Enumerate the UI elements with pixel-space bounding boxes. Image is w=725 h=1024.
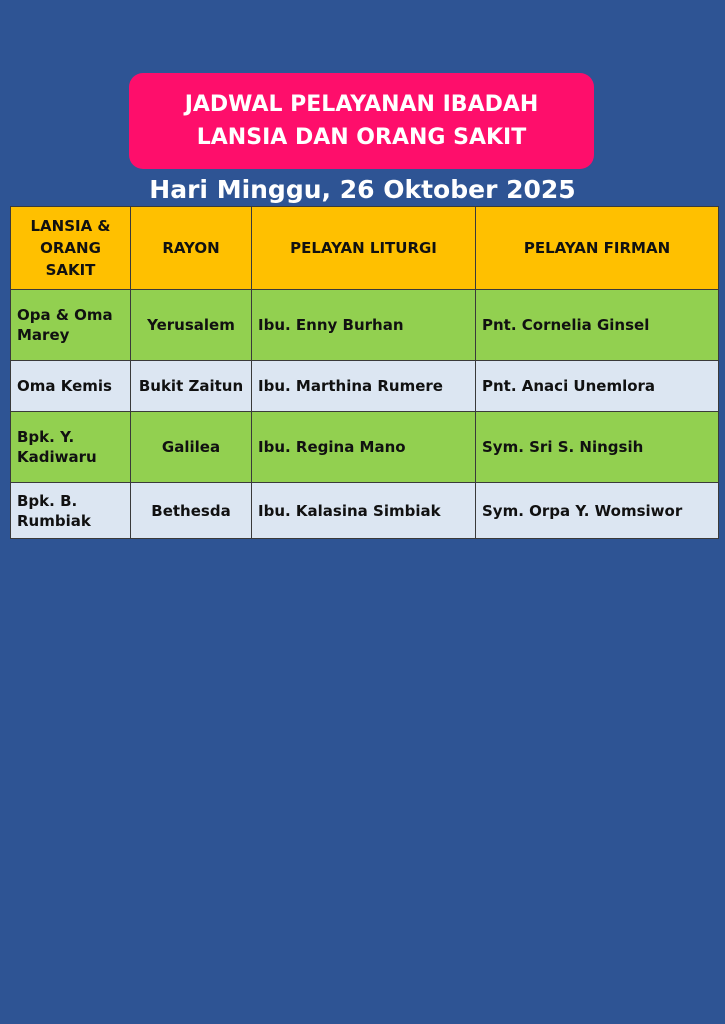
cell-rayon: Bethesda [131,483,252,539]
cell-rayon: Galilea [131,412,252,483]
column-header-rayon: RAYON [131,207,252,290]
title-line-1: JADWAL PELAYANAN IBADAH [184,92,539,117]
service-schedule-table [10,206,719,539]
cell-pelayan-firman: Sym. Sri S. Ningsih [476,412,719,483]
column-header-pelayan-firman: PELAYAN FIRMAN [476,207,719,290]
cell-pelayan-firman: Pnt. Anaci Unemlora [476,361,719,412]
table-row [11,290,719,361]
cell-pelayan-liturgi: Ibu. Regina Mano [252,412,476,483]
cell-pelayan-liturgi: Ibu. Kalasina Simbiak [252,483,476,539]
table-header-row [11,207,719,290]
table-row [11,483,719,539]
schedule-title-banner [129,73,594,169]
cell-rayon: Bukit Zaitun [131,361,252,412]
cell-lansia: Bpk. Y. Kadiwaru [11,412,131,483]
cell-lansia: Bpk. B. Rumbiak [11,483,131,539]
cell-lansia: Oma Kemis [11,361,131,412]
service-date: Hari Minggu, 26 Oktober 2025 [149,175,576,204]
cell-pelayan-liturgi: Ibu. Marthina Rumere [252,361,476,412]
cell-pelayan-firman: Pnt. Cornelia Ginsel [476,290,719,361]
title-line-2: LANSIA DAN ORANG SAKIT [196,125,527,150]
table-row [11,361,719,412]
cell-lansia: Opa & Oma Marey [11,290,131,361]
column-header-pelayan-liturgi: PELAYAN LITURGI [252,207,476,290]
table-row [11,412,719,483]
column-header-lansia: LANSIA & ORANG SAKIT [11,207,131,290]
cell-rayon: Yerusalem [131,290,252,361]
cell-pelayan-liturgi: Ibu. Enny Burhan [252,290,476,361]
cell-pelayan-firman: Sym. Orpa Y. Womsiwor [476,483,719,539]
